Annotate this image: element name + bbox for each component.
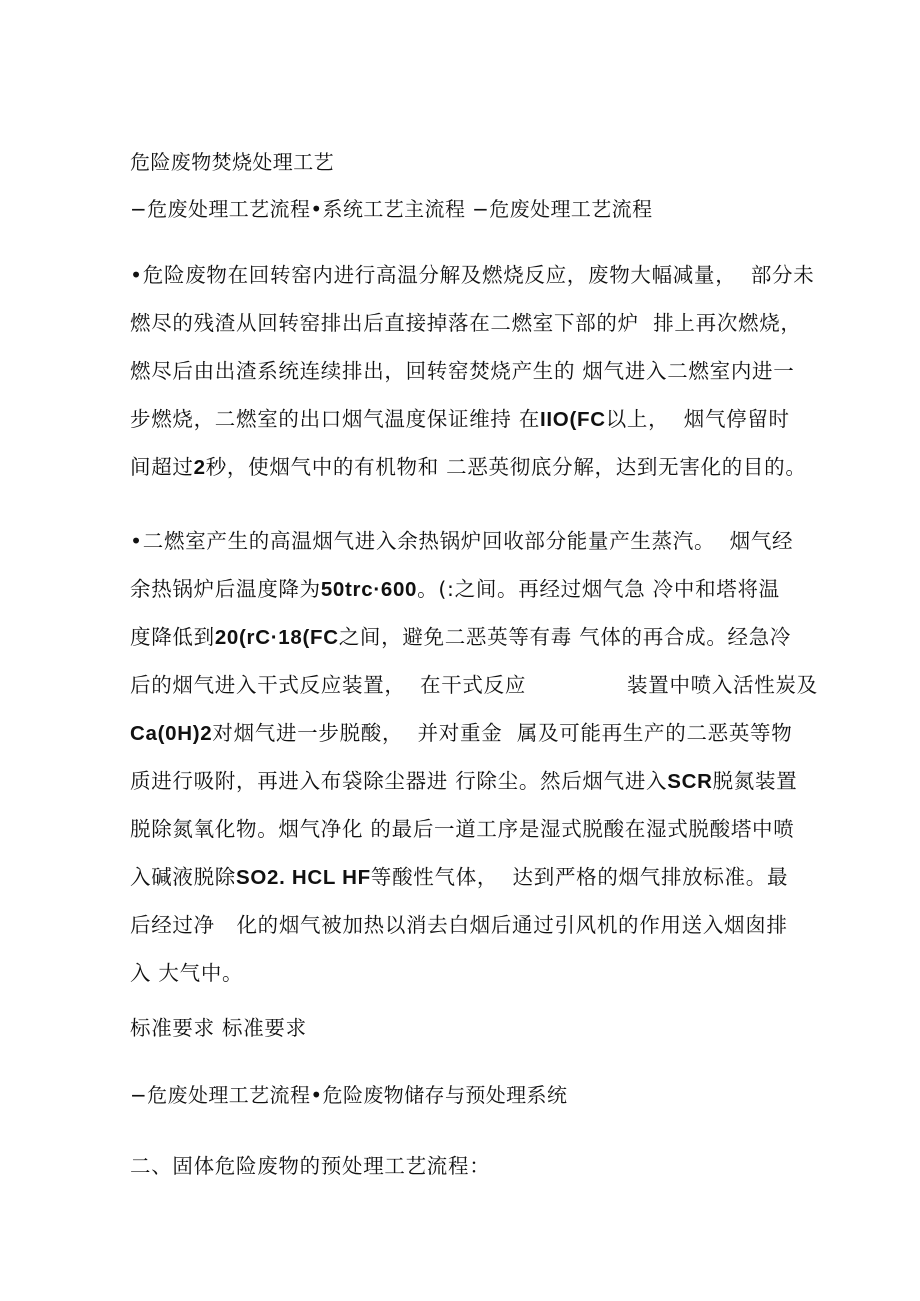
paragraph-2-line-6-text-a: 质进行吸附，再进入布袋除尘器进 行除尘。然后烟气进入 — [130, 769, 668, 793]
paragraph-1-line-4 — [130, 409, 790, 431]
section-heading: −危废处理工艺流程•危险废物储存与预处理系统 — [130, 1083, 568, 1107]
paragraph-1-line-4-text-c: 以上， 烟气停留时 — [605, 407, 790, 431]
temperature-value: IIO(FC — [540, 408, 606, 431]
acid-gas-formulas: SO2. HCL HF — [236, 866, 371, 889]
boiler-temperature-value: 50trc·600 — [320, 578, 418, 601]
paragraph-2-line-10: 入 大气中。 — [130, 961, 244, 985]
paragraph-1-line-2: 燃尽的残渣从回转窑排出后直接掉落在二燃室下部的炉 排上再次燃烧， — [130, 311, 802, 335]
paragraph-2-line-3-text-c: 之间，避免二恶英等有毒 气体的再合成。经急冷 — [338, 625, 792, 649]
paragraph-2-line-2-text-a: 余热锅炉后温度降为 — [130, 577, 321, 601]
paragraph-2-line-1: •二燃室产生的高温烟气进入余热锅炉回收部分能量产生蒸汽。 烟气经 — [130, 529, 794, 553]
paragraph-2-line-3 — [130, 627, 791, 649]
paragraph-2-line-8 — [130, 867, 788, 889]
paragraph-1-line-5-text-a: 间超过 — [130, 455, 194, 479]
paragraph-2-line-4: 后的烟气进入干式反应装置， 在干式反应 装置中喷入活性炭及 — [130, 673, 818, 697]
paragraph-2-line-8-text-a: 入碱液脱除 — [130, 865, 236, 889]
subsection-heading: 二、固体危险废物的预处理工艺流程： — [130, 1154, 491, 1178]
paragraph-1-line-4-text-a: 步燃烧，二燃室的出口烟气温度保证维持 在 — [130, 407, 541, 431]
paragraph-2-line-6-text-c: 脱氮装置 — [712, 769, 798, 793]
paragraph-2-line-7: 脱除氮氧化物。烟气净化 的最后一道工序是湿式脱酸在湿式脱酸塔中喷 — [130, 817, 795, 841]
paragraph-1-line-5 — [130, 457, 807, 479]
paragraph-2-line-2-text-c: 。(:之间。再经过烟气急 冷中和塔将温 — [417, 577, 780, 601]
document-subtitle: −危废处理工艺流程•系统工艺主流程 −危废处理工艺流程 — [130, 197, 653, 221]
paragraph-2-line-5-text-b: 对烟气进一步脱酸， 并对重金 属及可能再生产的二恶英等物 — [212, 721, 793, 745]
paragraph-2-line-5 — [130, 723, 792, 745]
duration-value: 2 — [193, 456, 206, 479]
paragraph-2-line-8-text-c: 等酸性气体， 达到严格的烟气排放标准。最 — [370, 865, 789, 889]
scr-label: SCR — [667, 770, 713, 793]
paragraph-2-line-3-text-a: 度降低到 — [130, 625, 215, 649]
paragraph-2-line-2 — [130, 579, 780, 601]
paragraph-1-line-3: 燃尽后由出渣系统连续排出，回转窑焚烧产生的 烟气进入二燃室内进一 — [130, 359, 795, 383]
paragraph-2-line-6 — [130, 771, 797, 793]
standards-line: 标准要求 标准要求 — [130, 1016, 307, 1040]
document-title: 危险废物焚烧处理工艺 — [130, 150, 334, 174]
quench-temperature-value: 20(rC·18(FC — [214, 626, 339, 649]
calcium-hydroxide-formula: Ca(0H)2 — [130, 722, 213, 745]
paragraph-1-line-1: •危险废物在回转窑内进行高温分解及燃烧反应，废物大幅减量， 部分未 — [130, 263, 815, 287]
paragraph-1-line-5-text-c: 秒，使烟气中的有机物和 二恶英彻底分解，达到无害化的目的。 — [205, 455, 807, 479]
paragraph-2-line-9: 后经过净 化的烟气被加热以消去白烟后通过引风机的作用送入烟囱排 — [130, 913, 788, 937]
